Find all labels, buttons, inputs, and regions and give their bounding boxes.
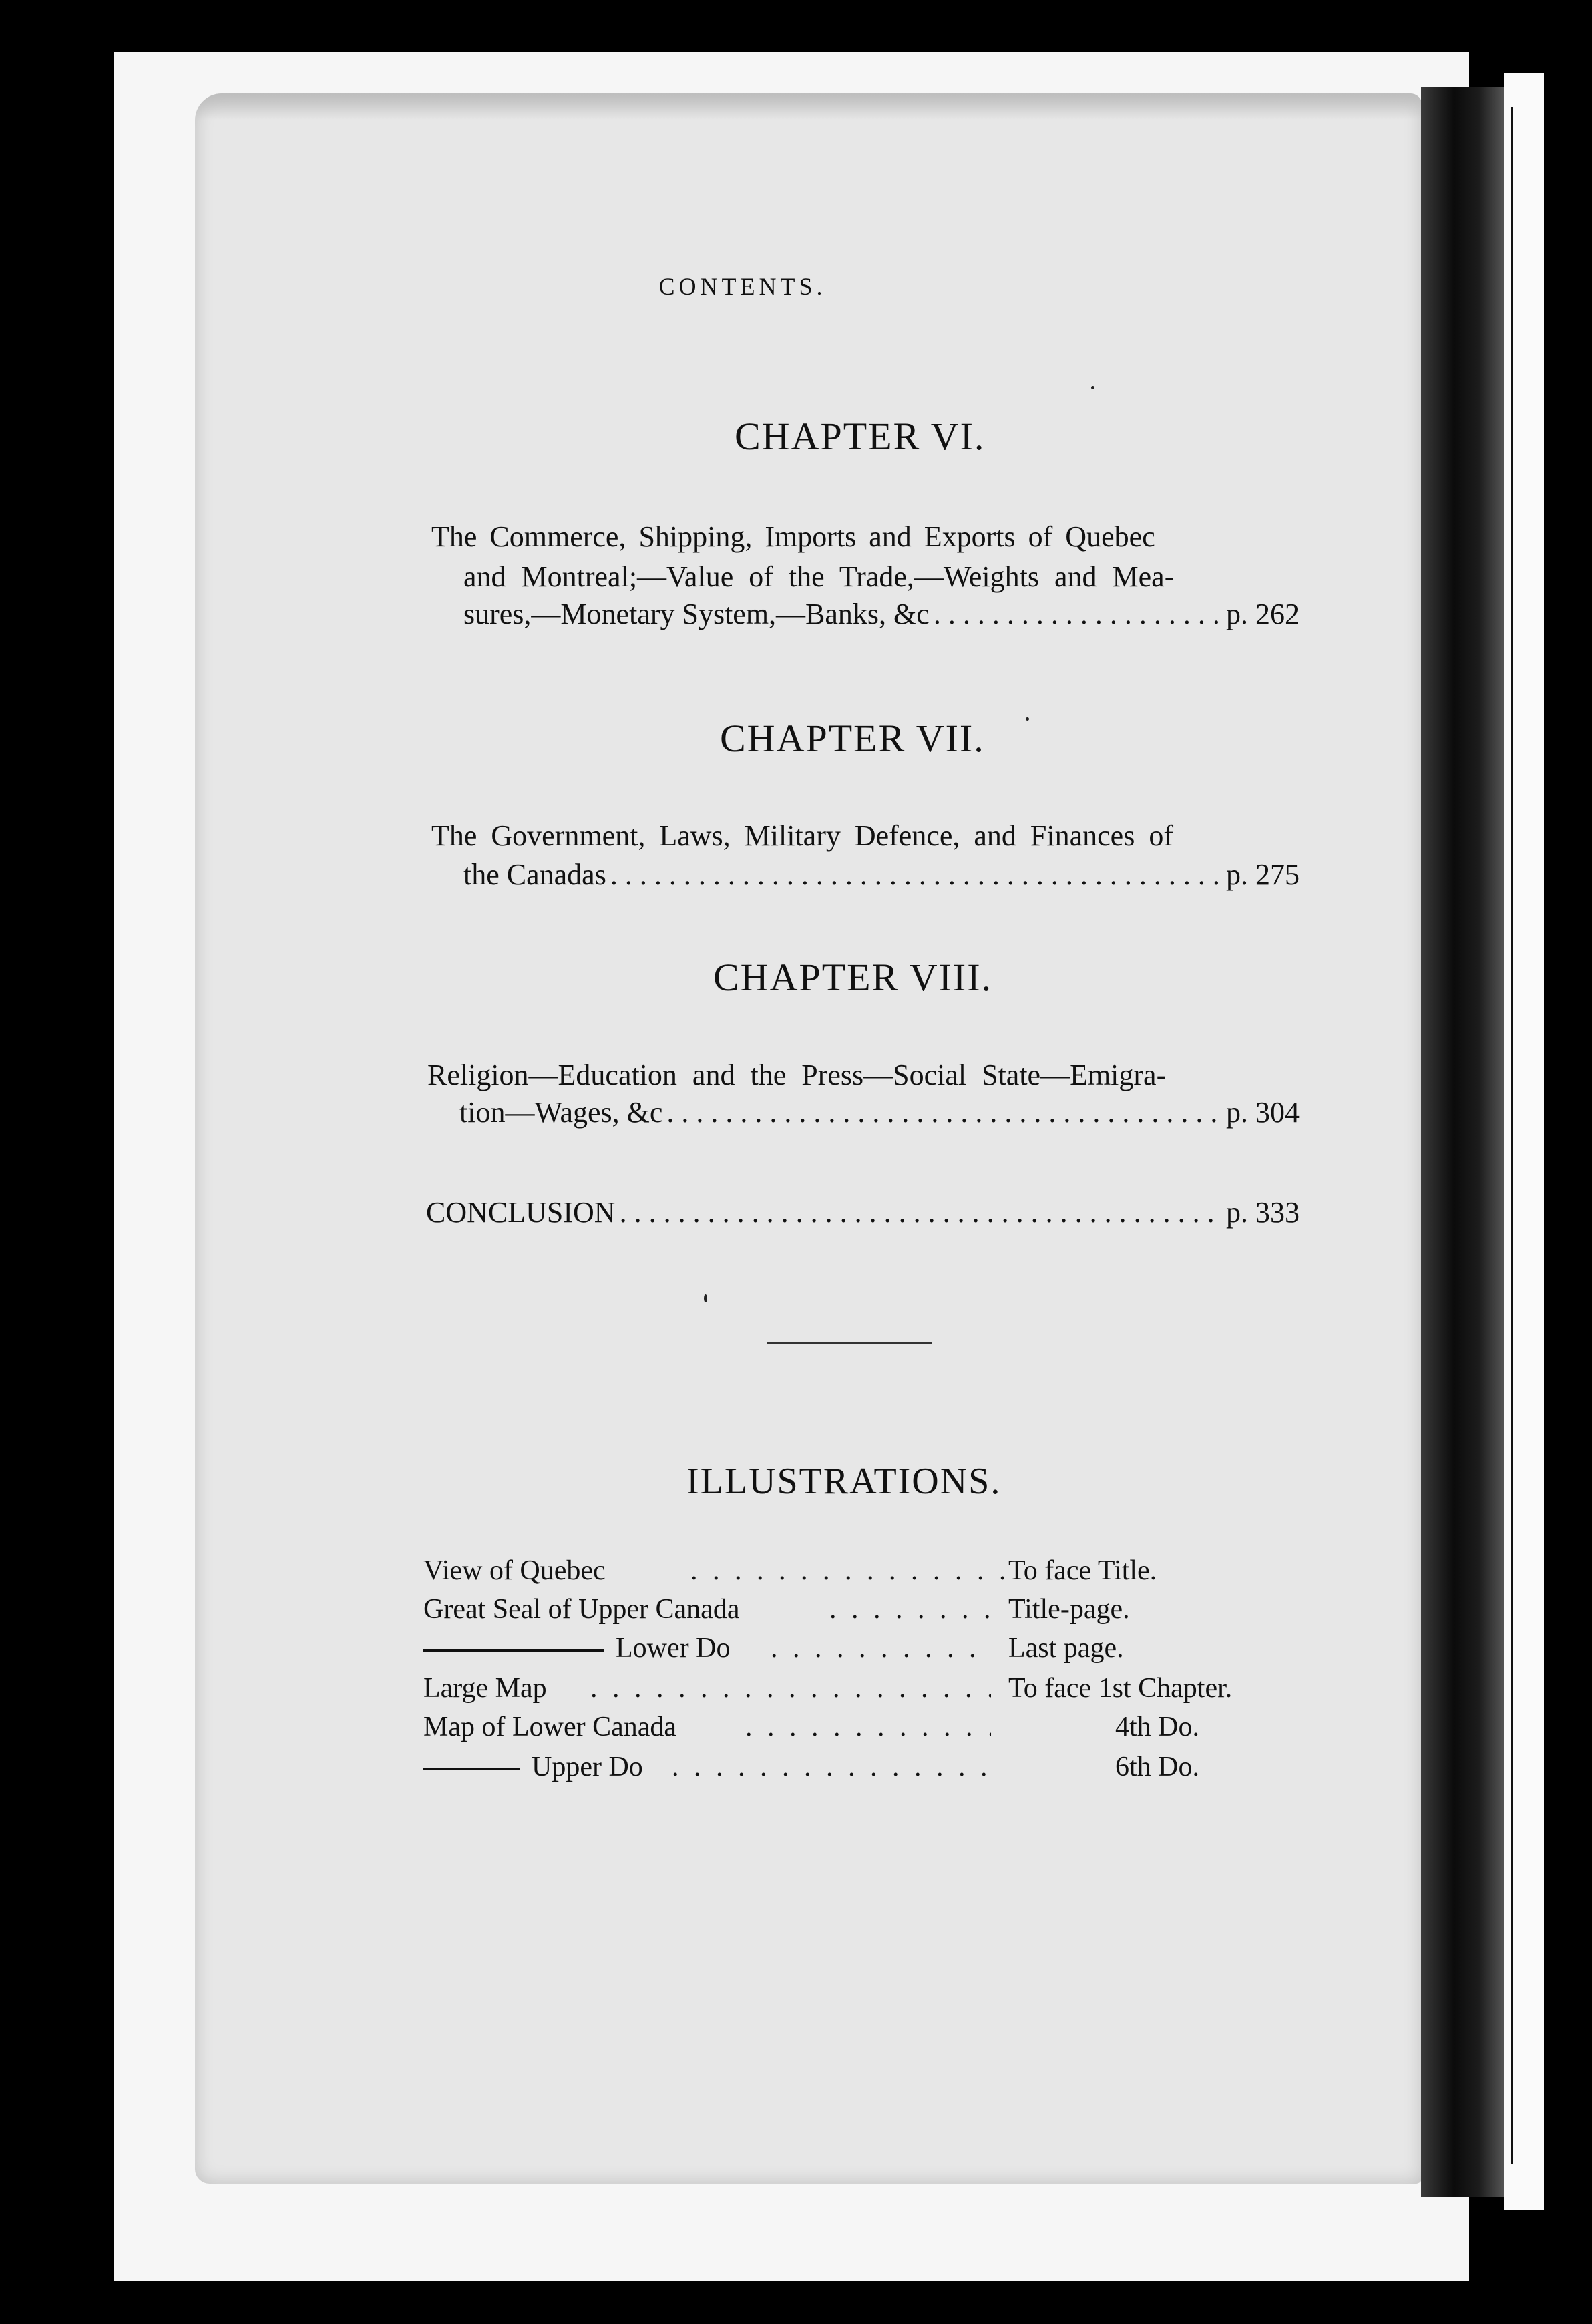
dot-leader xyxy=(672,1751,991,1783)
conclusion-label: CONCLUSION xyxy=(426,1196,616,1229)
illustration-label-with-rule xyxy=(423,1632,730,1664)
ditto-rule xyxy=(423,1768,520,1770)
illustration-location: Last page. xyxy=(1008,1633,1124,1664)
dot-leader xyxy=(620,1195,1222,1229)
chapter-8-page: p. 304 xyxy=(1226,1096,1300,1129)
chapter-8-title: CHAPTER VIII. xyxy=(713,956,993,999)
chapter-6-line-2: and Montreal;—Value of the Trade,—Weights and Mea- xyxy=(463,560,1175,593)
chapter-8-line-2-text: tion—Wages, &c xyxy=(459,1096,663,1129)
dot-leader xyxy=(666,1095,1222,1129)
illustration-row xyxy=(423,1632,1305,1670)
chapter-7-line-1: The Government, Laws, Military Defence, and Finances of xyxy=(431,819,1173,852)
running-head: CONTENTS. xyxy=(658,273,827,300)
illustration-row xyxy=(423,1711,1305,1748)
illustration-row xyxy=(423,1593,1305,1631)
chapter-6-line-3 xyxy=(463,597,1300,631)
illustration-location: To face 1st Chapter. xyxy=(1008,1673,1233,1704)
chapter-8-line-1: Religion—Education and the Press—Social State—Emigra- xyxy=(427,1058,1167,1091)
chapter-8-line-2 xyxy=(459,1095,1300,1129)
dot-leader xyxy=(610,857,1222,892)
illustration-label-text: Lower Do xyxy=(616,1633,731,1664)
chapter-6-line-1 xyxy=(431,520,1300,554)
illustration-location: 4th Do. xyxy=(1115,1712,1199,1742)
dot-leader xyxy=(829,1593,990,1625)
illustration-label: Large Map xyxy=(423,1673,547,1704)
ink-speck xyxy=(704,1294,707,1302)
dot-leader xyxy=(690,1555,1015,1587)
chapter-6-title: CHAPTER VI. xyxy=(735,415,986,458)
illustrations-title: ILLUSTRATIONS. xyxy=(686,1461,1002,1502)
illustration-label: View of Quebec xyxy=(423,1555,606,1586)
illustration-row xyxy=(423,1555,1305,1592)
dot-leader xyxy=(771,1632,991,1664)
illustration-row xyxy=(423,1751,1305,1788)
dot-leader xyxy=(934,597,1222,631)
illustration-location: 6th Do. xyxy=(1115,1752,1199,1782)
illustration-location: To face Title. xyxy=(1008,1555,1157,1586)
facing-page-edge xyxy=(1504,73,1544,2210)
chapter-7-title: CHAPTER VII. xyxy=(720,717,985,760)
printed-page xyxy=(195,93,1422,2184)
illustration-label: Map of Lower Canada xyxy=(423,1712,677,1742)
facing-page-edge-line xyxy=(1511,107,1513,2164)
illustration-label-text: Upper Do xyxy=(532,1752,643,1782)
chapter-6-line-1-text: The Commerce, Shipping, Imports and Exports of Quebec xyxy=(431,520,1155,553)
chapter-7-line-2-text: the Canadas xyxy=(463,858,606,891)
illustration-label: Great Seal of Upper Canada xyxy=(423,1594,740,1625)
book-binding-gutter xyxy=(1421,87,1504,2197)
chapter-6-page: p. 262 xyxy=(1226,598,1300,630)
dot-leader xyxy=(745,1711,991,1743)
section-divider xyxy=(767,1342,932,1344)
dot-leader xyxy=(590,1672,991,1704)
ink-speck xyxy=(1026,717,1029,721)
chapter-6-line-3-text: sures,—Monetary System,—Banks, &c xyxy=(463,598,930,630)
conclusion-page: p. 333 xyxy=(1226,1196,1300,1229)
ink-speck xyxy=(1091,386,1094,389)
illustration-row xyxy=(423,1672,1305,1710)
illustration-label-with-rule xyxy=(423,1751,643,1783)
ditto-rule xyxy=(423,1649,604,1652)
conclusion-line xyxy=(426,1195,1300,1229)
chapter-7-page: p. 275 xyxy=(1226,858,1300,891)
illustration-location: Title-page. xyxy=(1008,1594,1130,1625)
chapter-7-line-2 xyxy=(463,857,1300,892)
